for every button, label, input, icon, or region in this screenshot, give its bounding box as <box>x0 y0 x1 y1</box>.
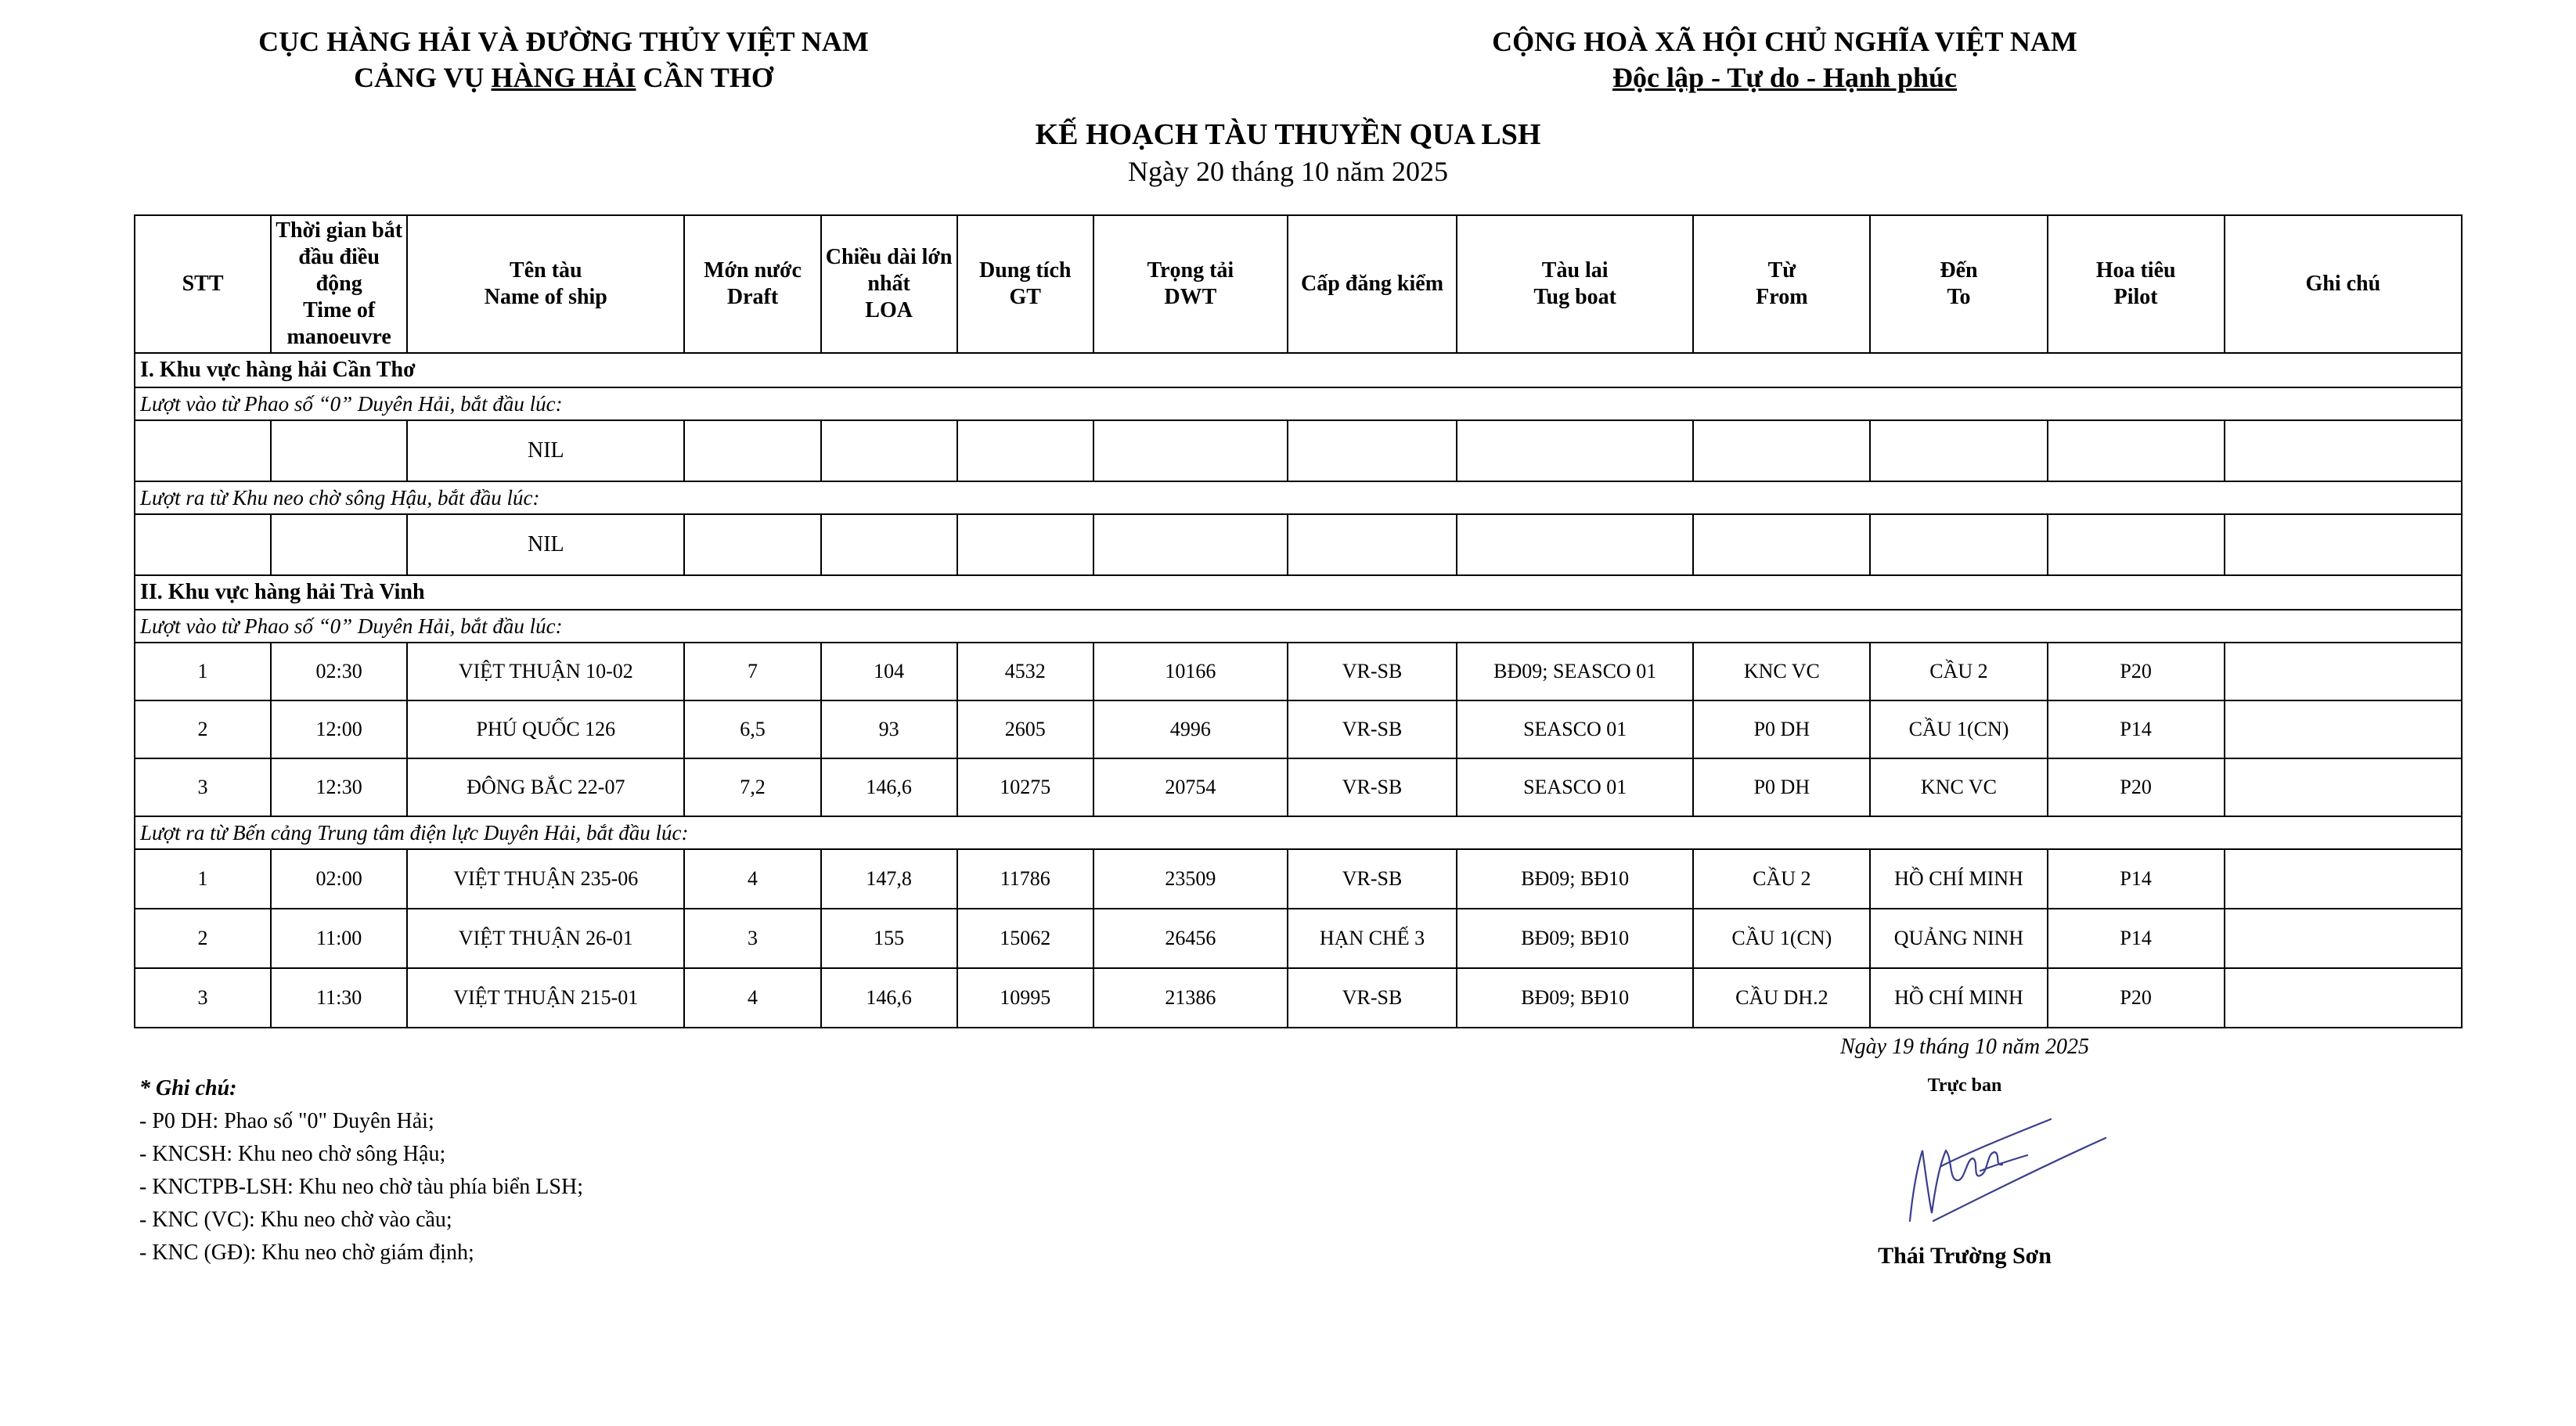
table-cell: P0 DH <box>1693 700 1870 758</box>
table-cell: 11786 <box>957 849 1093 909</box>
header-label: Trọng tải <box>1147 258 1234 283</box>
header-label: To <box>1947 285 1971 309</box>
col-dwt <box>1093 215 1288 353</box>
header-label: Ghi chú <box>2305 272 2381 296</box>
table-cell: 2605 <box>957 700 1093 758</box>
agency-line1: CỤC HÀNG HẢI VÀ ĐƯỜNG THỦY VIỆT NAM <box>258 26 869 57</box>
table-cell: VR-SB <box>1288 643 1457 700</box>
table-cell: QUẢNG NINH <box>1870 909 2047 968</box>
table-cell: 12:30 <box>271 758 407 816</box>
table-cell: HỒ CHÍ MINH <box>1870 849 2047 909</box>
table-cell <box>2225 909 2462 968</box>
table-row <box>135 968 2462 1028</box>
header-label: Tên tàu <box>510 258 582 283</box>
table-cell: 12:00 <box>271 700 407 758</box>
table-cell: 2 <box>135 700 271 758</box>
col-pilot <box>2048 215 2225 353</box>
state-line1: CỘNG HOÀ XÃ HỘI CHỦ NGHĨA VIỆT NAM <box>1492 26 2077 57</box>
table-cell: VR-SB <box>1288 849 1457 909</box>
table-header-row <box>135 215 2462 353</box>
state-header <box>1393 23 2176 95</box>
table-cell: P20 <box>2048 758 2225 816</box>
table-cell: 1 <box>135 643 271 700</box>
table-cell <box>1093 514 1288 575</box>
table-cell: Lượt ra từ Khu neo chờ sông Hậu, bắt đầu lúc: <box>135 481 2462 514</box>
col-class <box>1288 215 1457 353</box>
table-cell: BĐ09; SEASCO 01 <box>1457 643 1693 700</box>
table-cell: 2 <box>135 909 271 968</box>
table-cell: Lượt vào từ Phao số “0” Duyên Hải, bắt đầu lúc: <box>135 610 2462 643</box>
table-cell <box>271 420 407 481</box>
header-label: Từ <box>1767 258 1796 283</box>
section-heading <box>135 353 2462 387</box>
header-label: Hoa tiêu <box>2095 258 2176 283</box>
table-cell: SEASCO 01 <box>1457 758 1693 816</box>
nil-cell: NIL <box>407 420 684 481</box>
table-cell: VIỆT THUẬN 26-01 <box>407 909 684 968</box>
table-cell: 7 <box>684 643 820 700</box>
table-cell: 146,6 <box>821 968 957 1028</box>
table-cell <box>1870 514 2047 575</box>
table-row <box>135 758 2462 816</box>
table-cell <box>957 420 1093 481</box>
note-item: - KNCSH: Khu neo chờ sông Hậu; <box>139 1142 446 1166</box>
header-label: Pilot <box>2113 285 2158 309</box>
subsection-heading <box>135 387 2462 420</box>
signatory-name: Thái Trường Sơn <box>1878 1243 2052 1269</box>
table-cell: Lượt ra từ Bến cảng Trung tâm điện lực Duyên Hải, bắt đầu lúc: <box>135 816 2462 849</box>
table-cell: P14 <box>2048 909 2225 968</box>
table-cell: 21386 <box>1093 968 1288 1028</box>
table-cell <box>2225 849 2462 909</box>
table-cell: 20754 <box>1093 758 1288 816</box>
col-to <box>1870 215 2047 353</box>
table-cell: 147,8 <box>821 849 957 909</box>
table-cell: KNC VC <box>1870 758 2047 816</box>
signature-role: Trực ban <box>1927 1075 2002 1096</box>
table-cell: P20 <box>2048 643 2225 700</box>
agency-line2 <box>172 59 955 95</box>
table-cell: 3 <box>135 758 271 816</box>
table-cell <box>2225 514 2462 575</box>
table-cell <box>2225 968 2462 1028</box>
table-cell <box>135 420 271 481</box>
table-cell: 1 <box>135 849 271 909</box>
table-cell <box>2225 700 2462 758</box>
col-time <box>271 215 407 353</box>
table-cell: 4 <box>684 968 820 1028</box>
table-cell: 10995 <box>957 968 1093 1028</box>
table-cell <box>1693 420 1870 481</box>
col-loa <box>821 215 957 353</box>
table-cell <box>1457 514 1693 575</box>
table-cell <box>271 514 407 575</box>
table-cell: 4 <box>684 849 820 909</box>
table-cell <box>821 420 957 481</box>
document-date: Ngày 20 tháng 10 năm 2025 <box>1128 156 1448 187</box>
table-cell: I. Khu vực hàng hải Cần Thơ <box>135 353 2462 387</box>
table-cell: 26456 <box>1093 909 1288 968</box>
table-cell <box>135 514 271 575</box>
table-cell <box>1457 420 1693 481</box>
header-label: Tug boat <box>1533 285 1616 309</box>
table-cell: CẦU 1(CN) <box>1693 909 1870 968</box>
table-cell: P20 <box>2048 968 2225 1028</box>
subsection-heading <box>135 481 2462 514</box>
table-row <box>135 643 2462 700</box>
header-label: Đến <box>1940 258 1978 283</box>
notes-title: * Ghi chú: <box>139 1076 237 1100</box>
table-cell <box>1693 514 1870 575</box>
agency-line2-post: CẦN THƠ <box>636 62 773 93</box>
agency-line2-underlined: HÀNG HẢI <box>491 62 636 93</box>
table-cell: 11:00 <box>271 909 407 968</box>
table-cell: 146,6 <box>821 758 957 816</box>
table-cell: 104 <box>821 643 957 700</box>
table-cell: 02:00 <box>271 849 407 909</box>
table-cell: BĐ09; BĐ10 <box>1457 968 1693 1028</box>
table-cell: CẦU DH.2 <box>1693 968 1870 1028</box>
table-row <box>135 849 2462 909</box>
section-heading <box>135 575 2462 610</box>
table-cell: 02:30 <box>271 643 407 700</box>
table-cell: II. Khu vực hàng hải Trà Vinh <box>135 575 2462 610</box>
table-cell: VIỆT THUẬN 215-01 <box>407 968 684 1028</box>
table-cell <box>1870 420 2047 481</box>
table-cell: 3 <box>135 968 271 1028</box>
table-cell <box>1288 514 1457 575</box>
col-name <box>407 215 684 353</box>
table-cell: 11:30 <box>271 968 407 1028</box>
table-cell: 6,5 <box>684 700 820 758</box>
header-label: Time of manoeuvre <box>286 298 391 349</box>
table-cell <box>684 420 820 481</box>
table-cell: ĐÔNG BẮC 22-07 <box>407 758 684 816</box>
table-cell: VR-SB <box>1288 758 1457 816</box>
table-row <box>135 909 2462 968</box>
table-cell: 23509 <box>1093 849 1288 909</box>
header-label: STT <box>182 272 224 296</box>
table-cell: HỒ CHÍ MINH <box>1870 968 2047 1028</box>
table-cell <box>1093 420 1288 481</box>
table-cell: P14 <box>2048 849 2225 909</box>
table-cell: P0 DH <box>1693 758 1870 816</box>
header-label: GT <box>1009 285 1041 309</box>
table-cell: 7,2 <box>684 758 820 816</box>
subsection-heading <box>135 610 2462 643</box>
table-cell: 3 <box>684 909 820 968</box>
table-cell <box>2048 420 2225 481</box>
table-cell: VIỆT THUẬN 235-06 <box>407 849 684 909</box>
table-cell: 93 <box>821 700 957 758</box>
table-cell <box>957 514 1093 575</box>
table-cell: 10166 <box>1093 643 1288 700</box>
table-cell: VR-SB <box>1288 700 1457 758</box>
table-cell: VIỆT THUẬN 10-02 <box>407 643 684 700</box>
state-motto: Độc lập - Tự do - Hạnh phúc <box>1612 62 1958 93</box>
table-cell: 15062 <box>957 909 1093 968</box>
subsection-heading <box>135 816 2462 849</box>
table-cell <box>2225 420 2462 481</box>
table-cell: P14 <box>2048 700 2225 758</box>
table-row <box>135 700 2462 758</box>
header-label: Draft <box>726 285 779 309</box>
agency-header <box>172 23 955 95</box>
col-tug <box>1457 215 1693 353</box>
table-cell <box>2048 514 2225 575</box>
handwritten-signature-icon <box>1894 1104 2113 1237</box>
table-cell: PHÚ QUỐC 126 <box>407 700 684 758</box>
col-draft <box>684 215 820 353</box>
header-label: DWT <box>1164 285 1217 309</box>
note-item: - KNCTPB-LSH: Khu neo chờ tàu phía biển LSH; <box>139 1175 583 1199</box>
note-item: - KNC (VC): Khu neo chờ vào cầu; <box>139 1208 452 1232</box>
agency-line2-pre: CẢNG VỤ <box>354 62 492 93</box>
table-cell: CẦU 2 <box>1870 643 2047 700</box>
table-cell: HẠN CHẾ 3 <box>1288 909 1457 968</box>
table-cell: VR-SB <box>1288 968 1457 1028</box>
table-cell: BĐ09; BĐ10 <box>1457 849 1693 909</box>
header-label: Mớn nước <box>704 258 802 283</box>
table-cell: CẦU 1(CN) <box>1870 700 2047 758</box>
header-label: Name of ship <box>484 285 607 309</box>
table-row <box>135 420 2462 481</box>
col-from <box>1693 215 1870 353</box>
table-row <box>135 514 2462 575</box>
header-label: Tàu lai <box>1541 258 1609 283</box>
table-cell: KNC VC <box>1693 643 1870 700</box>
note-item: - P0 DH: Phao số "0" Duyên Hải; <box>139 1109 434 1133</box>
header-label: Cấp đăng kiểm <box>1300 272 1444 296</box>
table-cell: 10275 <box>957 758 1093 816</box>
header-label: From <box>1756 285 1808 309</box>
header-label: Chiều dài lớn nhất <box>825 245 953 296</box>
ship-plan-table <box>134 214 2463 1028</box>
nil-cell: NIL <box>407 514 684 575</box>
col-gt <box>957 215 1093 353</box>
table-cell: 4996 <box>1093 700 1288 758</box>
col-stt <box>135 215 271 353</box>
header-label: LOA <box>865 298 913 322</box>
table-cell: 4532 <box>957 643 1093 700</box>
table-cell <box>821 514 957 575</box>
document-title: KẾ HOẠCH TÀU THUYỀN QUA LSH <box>1035 118 1541 151</box>
abbreviation-notes <box>139 1072 583 1269</box>
col-notes <box>2225 215 2462 353</box>
table-cell: SEASCO 01 <box>1457 700 1693 758</box>
table-cell <box>2225 758 2462 816</box>
table-cell <box>684 514 820 575</box>
table-cell: BĐ09; BĐ10 <box>1457 909 1693 968</box>
header-label: Thời gian bắt đầu điều động <box>276 218 403 296</box>
table-cell: CẦU 2 <box>1693 849 1870 909</box>
table-cell <box>2225 643 2462 700</box>
signature-date: Ngày 19 tháng 10 năm 2025 <box>1839 1035 2090 1059</box>
table-cell: Lượt vào từ Phao số “0” Duyên Hải, bắt đầu lúc: <box>135 387 2462 420</box>
table-cell <box>1288 420 1457 481</box>
header-label: Dung tích <box>978 258 1072 283</box>
table-cell: 155 <box>821 909 957 968</box>
note-item: - KNC (GĐ): Khu neo chờ giám định; <box>139 1241 474 1265</box>
